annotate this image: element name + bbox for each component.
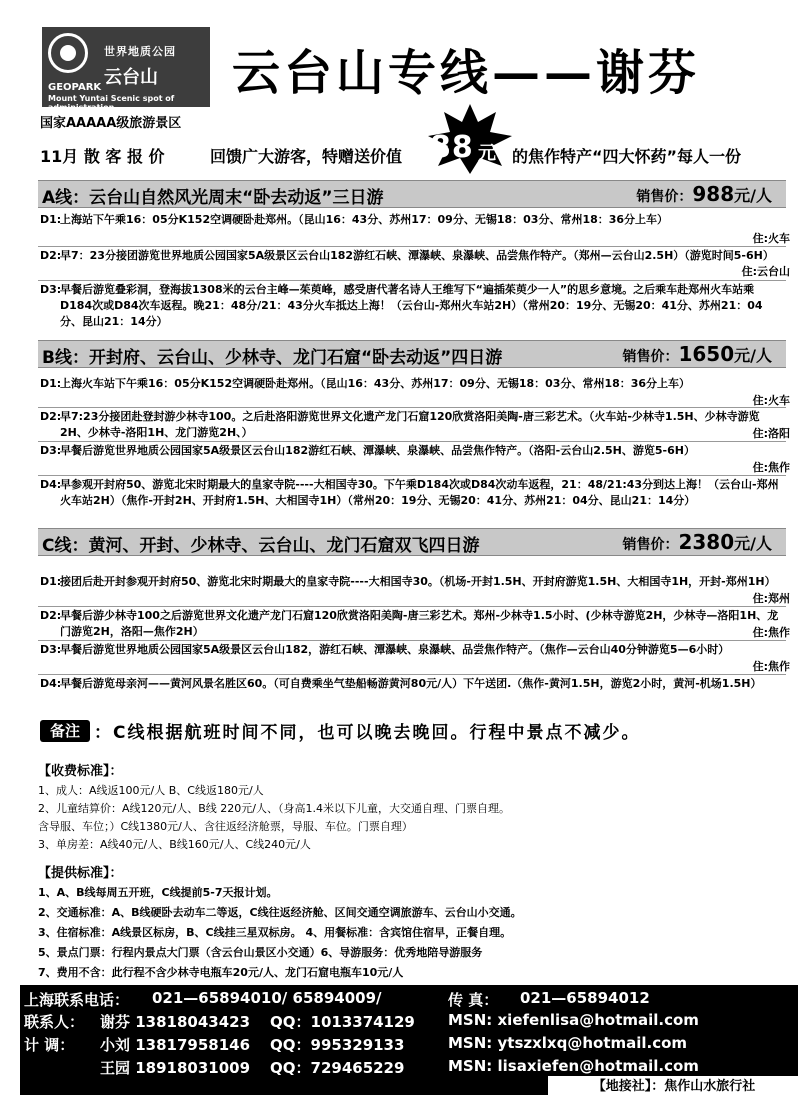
- contact-msn: MSN: xiefenlisa@hotmail.com: [448, 1011, 699, 1029]
- itinerary-day: D1: 上海站下午乘16：05分K152空调硬卧赴郑州。（昆山16：43分、苏州17：09分、无锡18：03分、常州18：36分上车）: [40, 213, 669, 226]
- divider: [38, 674, 786, 675]
- phone-number: 021—65894010/ 65894009/: [152, 989, 382, 1007]
- itinerary-day: D1: 上海火车站下午乘16：05分K152空调硬卧赴郑州。（昆山16：43分、苏州17：09分、无锡18：03分、常州18：36分上车）: [40, 377, 691, 390]
- route-a-header: [38, 180, 786, 208]
- route-price: 销售价：988元/人: [636, 182, 772, 206]
- provide-line: 5、景点门票：行程内景点大门票（含云台山景区小交通）6、导游服务：优秀地陪导游服务: [38, 946, 483, 959]
- provide-heading: 【提供标准】：: [38, 866, 123, 881]
- route-b-header: [38, 340, 786, 368]
- itinerary-day: D4: 早餐后游览母亲河——黄河风景名胜区60。（可自费乘坐气垫船畅游黄河80元/人）下午送团.（焦作-黄河1.5H，游览2小时，黄河-机场1.5H）: [40, 677, 762, 690]
- contact-msn: MSN: ytszxlxq@hotmail.com: [448, 1034, 688, 1052]
- contact-msn: MSN: lisaxiefen@hotmail.com: [448, 1057, 699, 1075]
- contact-person: 王园 18918031009: [100, 1059, 251, 1077]
- itinerary-day: D3: 早餐后游览世界地质公园国家5A级景区云台山182游红石峡、潭瀑峡、泉瀑峡、品尝焦作特产。（洛阳-云台山2.5H、游览5-6H）: [40, 444, 695, 457]
- local-agency: 【地接社】：焦作山水旅行社: [548, 1076, 800, 1098]
- lodging: 住:云台山: [741, 265, 790, 278]
- divider: [38, 246, 786, 247]
- divider: [38, 475, 786, 476]
- note-tag: 备注: [40, 720, 90, 742]
- provide-line: 3、住宿标准：A线景区标房，B、C线挂三星双标房。 4、用餐标准：含宾馆住宿早，正餐自理。: [38, 926, 512, 939]
- itinerary-day: D3: 早餐后游览世界地质公园国家5A级景区云台山182，游红石峡、潭瀑峡、泉瀑峡、品尝焦作特产。（焦作—云台山40分钟游览5—6小时）: [40, 643, 730, 656]
- itinerary-day: D2: 早餐后游少林寺100之后游览世界文化遗产龙门石窟120欣赏洛阳美陶-唐三彩艺术。郑州-少林寺1.5小时、(少林寺游览2H，少林寺—洛阳1H、龙门游览2H，洛阳—焦作2H）: [40, 609, 779, 638]
- route-title: B线：开封府、云台山、少林寺、龙门石窟“卧去动返”四日游: [42, 348, 503, 368]
- divider: [38, 280, 786, 281]
- logo-en-title: GEOPARK: [48, 82, 102, 93]
- promo-text: 回馈广大游客，特赠送价值: [210, 147, 403, 166]
- provide-line: 2、交通标准：A、B线硬卧去动车二等返，C线往返经济舱、区间交通空调旅游车、云台山小交通。: [38, 906, 522, 919]
- contact-qq: QQ：995329133: [270, 1036, 405, 1054]
- itinerary-day: D4: 早参观开封府50、游览北宋时期最大的皇家寺院----大相国寺30。下午乘D184次或D84次动车返程，21：48/21:43分到达上海！（云台山-郑州火车站2H）（焦作-开封2H、开封府1.5H、大相国寺1H）（常州20：19分、无锡20：41分、苏州21：04分、昆山21：14分）: [40, 478, 779, 507]
- contact-label: 联系人：: [24, 1013, 85, 1031]
- promo-gift: 的焦作特产“四大怀药”每人一份: [512, 147, 742, 166]
- route-c-header: [38, 528, 786, 556]
- logo-name-text: 云台山: [104, 67, 158, 88]
- promo-month: 11月 散 客 报 价: [40, 147, 165, 166]
- contact-person: 小刘 13817958146: [100, 1036, 251, 1054]
- itinerary-day: D3: 早餐后游览叠彩洞，登海拔1308米的云台主峰—茱萸峰，感受唐代著名诗人王维写下“遍插茱萸少一人”的思乡意境。之后乘车赴郑州火车站乘D184次或D84次车返程。晚21：48分/21：43分火车抵达上海！（云台山-郑州火车站2H）（常州20：19分、无锡20：41分、苏州21：04分、昆山21：14分）: [40, 283, 763, 328]
- lodging: 住:焦作: [752, 461, 790, 474]
- fax-label: 传 真：: [448, 991, 499, 1009]
- divider: [38, 441, 786, 442]
- route-price: 销售价：1650元/人: [622, 342, 772, 366]
- fee-line: 1、成人：A线返100元/人 B、C线返180元/人: [38, 784, 264, 797]
- promo-value: 88: [430, 130, 474, 165]
- fee-line: 3、单房差：A线40元/人、B线160元/人、C线240元/人: [38, 838, 311, 851]
- page-subtitle: 国家AAAAA级旅游景区: [40, 116, 182, 131]
- planner-label: 计 调：: [24, 1036, 75, 1054]
- lodging: 住:火车: [752, 394, 790, 407]
- logo: [42, 27, 210, 112]
- promo-unit: 元: [478, 143, 496, 164]
- route-price: 销售价：2380元/人: [622, 530, 772, 554]
- lodging: 住:洛阳: [752, 427, 790, 440]
- note-text: ：C线根据航班时间不同，也可以晚去晚回。行程中景点不减少。: [94, 723, 641, 743]
- itinerary-day: D2: 早7：23分接团游览世界地质公园国家5A级景区云台山182游红石峡、潭瀑峡、泉瀑峡、品尝焦作特产。（郑州—云台山2.5H）（游览时间5-6H）: [40, 249, 774, 262]
- promo-line: [40, 140, 800, 166]
- geopark-emblem-icon: [48, 33, 88, 73]
- lodging: 住:焦作: [752, 626, 790, 639]
- logo-en-subtitle: Mount Yuntai Scenic spot of administration: [48, 94, 175, 112]
- fee-line: 2、儿童结算价：A线120元/人、B线 220元/人、（身高1.4米以下儿童，大交通自理、门票自理。: [38, 802, 510, 815]
- itinerary-day: D2: 早7:23分接团赴登封游少林寺100。之后赴洛阳游览世界文化遗产龙门石窟120欣赏洛阳美陶-唐三彩艺术。（火车站-少林寺1.5H、少林寺游览2H、少林寺-洛阳1H、龙门游览2H、）: [40, 410, 760, 439]
- divider: [38, 606, 786, 607]
- fee-line: 含导服、车位；）C线1380元/人、含往返经济舱票，导服、车位。门票自理）: [38, 820, 413, 833]
- provide-line: 1、A、B线每周五开班，C线提前5-7天报计划。: [38, 886, 278, 899]
- itinerary-day: D1: 接团后赴开封参观开封府50、游览北宋时期最大的皇家寺院----大相国寺30。（机场-开封1.5H、开封府游览1.5H、大相国寺1H，开封-郑州1H）: [40, 575, 776, 588]
- divider: [38, 407, 786, 408]
- contact-qq: QQ：729465229: [270, 1059, 405, 1077]
- logo-cn-text: 世界地质公园: [104, 45, 176, 58]
- route-title: A线：云台山自然风光周末“卧去动返”三日游: [42, 188, 384, 208]
- provide-line: 7、费用不含：此行程不含少林寺电瓶车20元/人、龙门石窟电瓶车10元/人: [38, 966, 404, 979]
- divider: [38, 640, 786, 641]
- contact-person: 谢芬 13818043423: [100, 1013, 251, 1031]
- phone-label: 上海联系电话：: [24, 991, 130, 1009]
- contact-qq: QQ：1013374129: [270, 1013, 415, 1031]
- lodging: 住:火车: [752, 232, 790, 245]
- route-title: C线：黄河、开封、少林寺、云台山、龙门石窟双飞四日游: [42, 536, 480, 556]
- lodging: 住:焦作: [752, 660, 790, 673]
- fees-heading: 【收费标准】：: [38, 764, 123, 779]
- page-title: 云台山专线——谢芬: [232, 45, 701, 101]
- lodging: 住:郑州: [752, 592, 790, 605]
- fax-number: 021—65894012: [520, 989, 650, 1007]
